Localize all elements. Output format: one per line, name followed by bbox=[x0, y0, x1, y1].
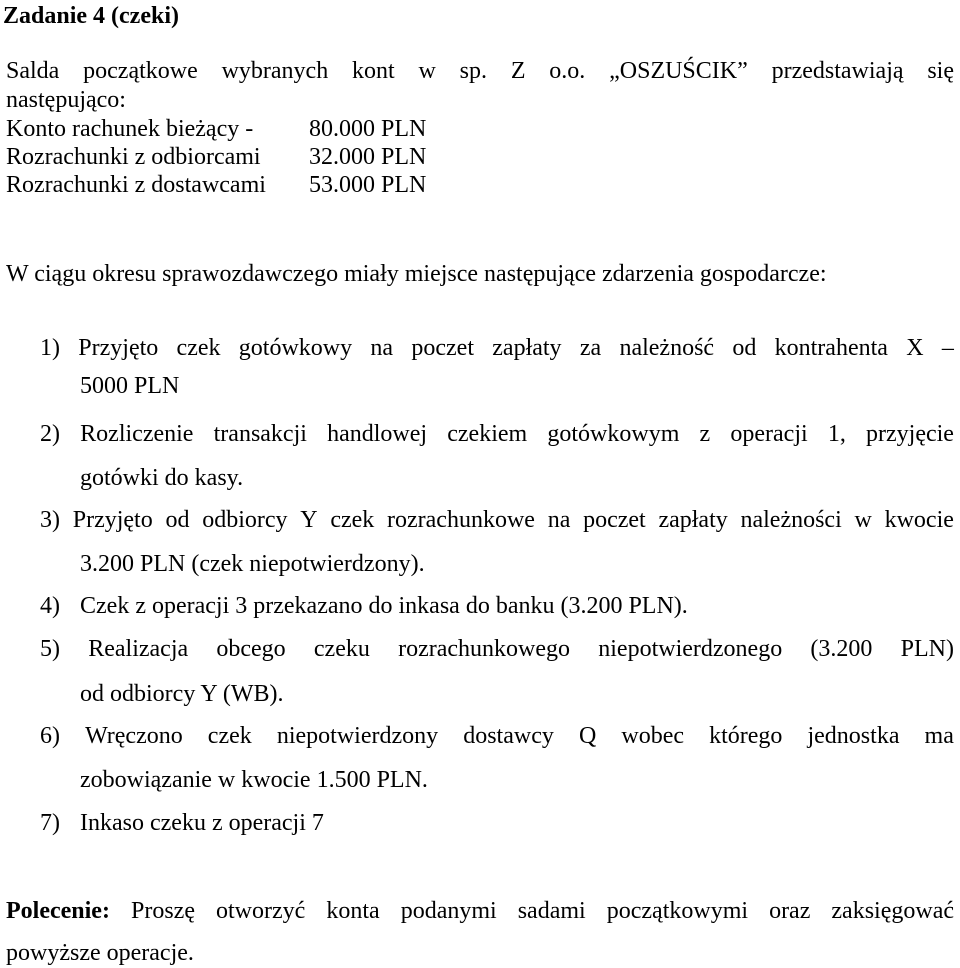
event-item-4 bbox=[40, 592, 954, 620]
event-item-7 bbox=[40, 809, 954, 837]
intro-word: Z bbox=[510, 58, 526, 84]
item-text: Inkaso czeku z operacji 7 bbox=[80, 810, 324, 836]
item-word: kontrahenta bbox=[774, 335, 888, 361]
item-word: 1, bbox=[827, 421, 846, 447]
item-word: Y bbox=[300, 507, 318, 533]
item-word: rozrachunkowego bbox=[398, 636, 571, 662]
item-number: 2) bbox=[40, 421, 60, 447]
item-word: poczet bbox=[411, 335, 474, 361]
intro-word: w bbox=[418, 58, 436, 84]
item-word: w bbox=[854, 507, 872, 533]
item-number: 1) bbox=[40, 335, 60, 361]
item-word: którego bbox=[709, 723, 783, 749]
item-number: 4) bbox=[40, 593, 60, 619]
command-word: konta bbox=[326, 898, 380, 924]
event-item-3 bbox=[40, 506, 954, 534]
intro-word: wybranych bbox=[221, 58, 329, 84]
item-word: obcego bbox=[216, 636, 286, 662]
item-word: Q bbox=[578, 723, 597, 749]
item-word: Wręczono bbox=[85, 723, 183, 749]
item-word: Realizacja bbox=[88, 636, 189, 662]
item-word: gotówkowy bbox=[238, 335, 353, 361]
balance-amount: 32.000 PLN bbox=[309, 144, 427, 170]
item-word: X bbox=[906, 335, 924, 361]
item-number: 3) bbox=[40, 507, 60, 533]
item-word: z bbox=[699, 421, 711, 447]
command-line-2: powyższe operacje. bbox=[6, 940, 194, 966]
item-word: przyjęcie bbox=[866, 421, 954, 447]
item-word: ma bbox=[924, 723, 954, 749]
company-name: „OSZUŚCIK” bbox=[609, 58, 748, 84]
item-word: czekiem bbox=[447, 421, 528, 447]
event-item-1-continuation: 5000 PLN bbox=[80, 373, 180, 399]
intro-word: się bbox=[927, 58, 954, 84]
item-word: operacji bbox=[730, 421, 808, 447]
item-word: czek bbox=[176, 335, 221, 361]
command-word: oraz bbox=[769, 898, 811, 924]
item-word: czek bbox=[207, 723, 252, 749]
events-intro: W ciągu okresu sprawozdawczego miały miejsce następujące zdarzenia gospodarcze: bbox=[6, 261, 827, 287]
intro-line-1 bbox=[6, 57, 954, 85]
event-item-6-continuation: zobowiązanie w kwocie 1.500 PLN. bbox=[80, 767, 428, 793]
command-word: sadami bbox=[517, 898, 586, 924]
item-word: niepotwierdzony bbox=[276, 723, 439, 749]
item-word: na bbox=[547, 507, 571, 533]
item-word: zapłaty bbox=[492, 335, 562, 361]
item-word: Przyjęto bbox=[72, 507, 153, 533]
command-line-1 bbox=[6, 897, 954, 925]
item-word: za bbox=[579, 335, 602, 361]
item-word: czek bbox=[330, 507, 375, 533]
item-word: (3.200 bbox=[810, 636, 873, 662]
command-word: zaksięgować bbox=[831, 898, 954, 924]
intro-word: o.o. bbox=[549, 58, 586, 84]
page-title: Zadanie 4 (czeki) bbox=[3, 3, 179, 29]
intro-word: Salda bbox=[6, 58, 60, 84]
item-word: należność bbox=[619, 335, 715, 361]
command-word: podanymi bbox=[400, 898, 497, 924]
balance-amount: 80.000 PLN bbox=[309, 116, 427, 142]
item-word: rozrachunkowe bbox=[387, 507, 535, 533]
event-item-5 bbox=[40, 635, 954, 663]
event-item-2 bbox=[40, 420, 954, 448]
item-word: handlowej bbox=[327, 421, 428, 447]
event-item-3-continuation: 3.200 PLN (czek niepotwierdzony). bbox=[80, 551, 425, 577]
item-number: 7) bbox=[40, 810, 60, 836]
item-word: Rozliczenie bbox=[80, 421, 194, 447]
intro-line-2: następująco: bbox=[6, 87, 126, 113]
item-word: Przyjęto bbox=[78, 335, 159, 361]
item-word: – bbox=[941, 335, 954, 361]
intro-word: sp. bbox=[459, 58, 487, 84]
item-word: od bbox=[165, 507, 190, 533]
item-word: gotówkowym bbox=[547, 421, 680, 447]
intro-word: początkowe bbox=[83, 58, 198, 84]
command-label: Polecenie: bbox=[6, 898, 110, 924]
balance-account-name: Rozrachunki z odbiorcami bbox=[6, 144, 261, 170]
item-word: należności bbox=[740, 507, 842, 533]
item-word: jednostka bbox=[807, 723, 900, 749]
item-number: 5) bbox=[40, 636, 60, 662]
item-text: Czek z operacji 3 przekazano do inkasa do banku (3.200 PLN). bbox=[80, 593, 688, 619]
item-word: transakcji bbox=[213, 421, 307, 447]
event-item-2-continuation: gotówki do kasy. bbox=[80, 465, 244, 491]
item-word: niepotwierdzonego bbox=[598, 636, 783, 662]
item-word: na bbox=[370, 335, 394, 361]
item-word: od bbox=[732, 335, 757, 361]
command-word: otworzyć bbox=[216, 898, 306, 924]
item-word: zapłaty bbox=[658, 507, 728, 533]
command-word: początkowymi bbox=[606, 898, 749, 924]
command-word: Proszę bbox=[130, 898, 195, 924]
item-word: odbiorcy bbox=[202, 507, 288, 533]
item-word: wobec bbox=[621, 723, 685, 749]
item-word: PLN) bbox=[900, 636, 954, 662]
item-word: czeku bbox=[313, 636, 370, 662]
item-word: dostawcy bbox=[463, 723, 554, 749]
balance-account-name: Konto rachunek bieżący - bbox=[6, 116, 254, 142]
item-number: 6) bbox=[40, 723, 60, 749]
balance-amount: 53.000 PLN bbox=[309, 172, 427, 198]
event-item-5-continuation: od odbiorcy Y (WB). bbox=[80, 681, 284, 707]
balance-account-name: Rozrachunki z dostawcami bbox=[6, 172, 266, 198]
intro-word: przedstawiają bbox=[771, 58, 904, 84]
event-item-1 bbox=[40, 334, 954, 362]
intro-word: kont bbox=[352, 58, 395, 84]
item-word: kwocie bbox=[884, 507, 954, 533]
item-word: poczet bbox=[583, 507, 646, 533]
event-item-6 bbox=[40, 722, 954, 750]
